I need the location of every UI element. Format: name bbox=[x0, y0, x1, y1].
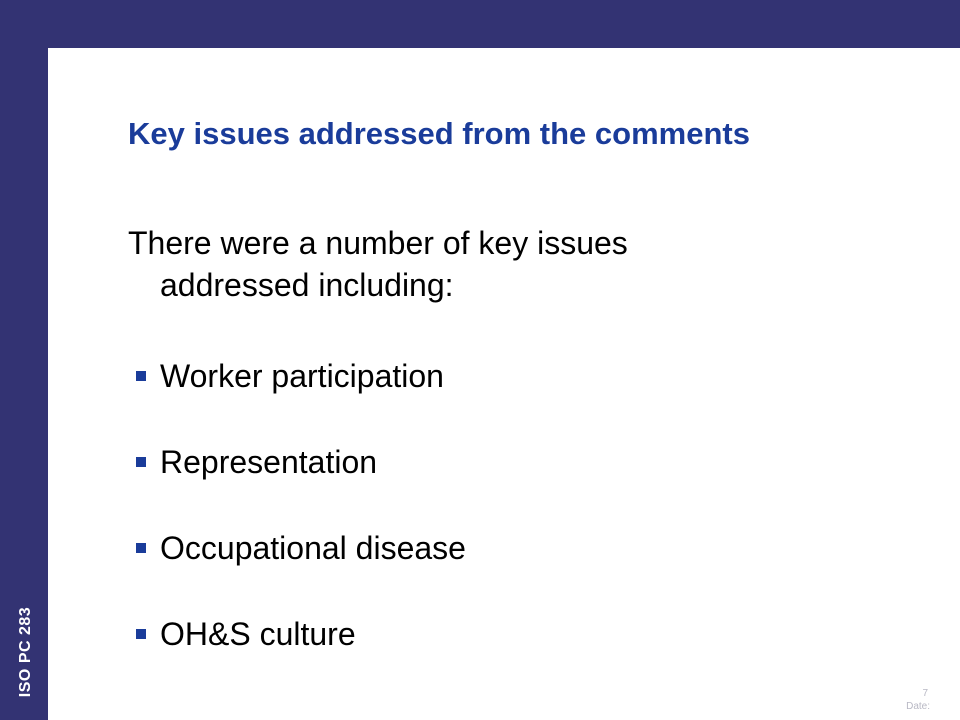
square-bullet-icon bbox=[136, 629, 146, 639]
intro-line-1: There were a number of key issues bbox=[128, 225, 628, 261]
square-bullet-icon bbox=[136, 457, 146, 467]
intro-paragraph bbox=[128, 222, 848, 306]
date-label: Date: bbox=[906, 701, 930, 712]
square-bullet-icon bbox=[136, 371, 146, 381]
bullet-text: Occupational disease bbox=[160, 530, 466, 566]
intro-line-2: addressed including: bbox=[160, 267, 454, 303]
slide-title: Key issues addressed from the comments bbox=[128, 116, 750, 151]
bullet-text: Representation bbox=[160, 444, 378, 480]
bullet-item-occupational-disease bbox=[128, 526, 466, 570]
page-number: 7 bbox=[922, 688, 928, 699]
bullet-item-worker-participation bbox=[128, 354, 466, 398]
bullet-list bbox=[128, 354, 466, 698]
top-frame-bar bbox=[0, 0, 960, 48]
square-bullet-icon bbox=[136, 543, 146, 553]
bullet-item-representation bbox=[128, 440, 466, 484]
bullet-text: Worker participation bbox=[160, 358, 444, 394]
left-frame-bar bbox=[0, 0, 48, 720]
bullet-item-ohs-culture bbox=[128, 612, 466, 656]
side-label: ISO PC 283 bbox=[17, 606, 34, 698]
bullet-text: OH&S culture bbox=[160, 616, 356, 652]
